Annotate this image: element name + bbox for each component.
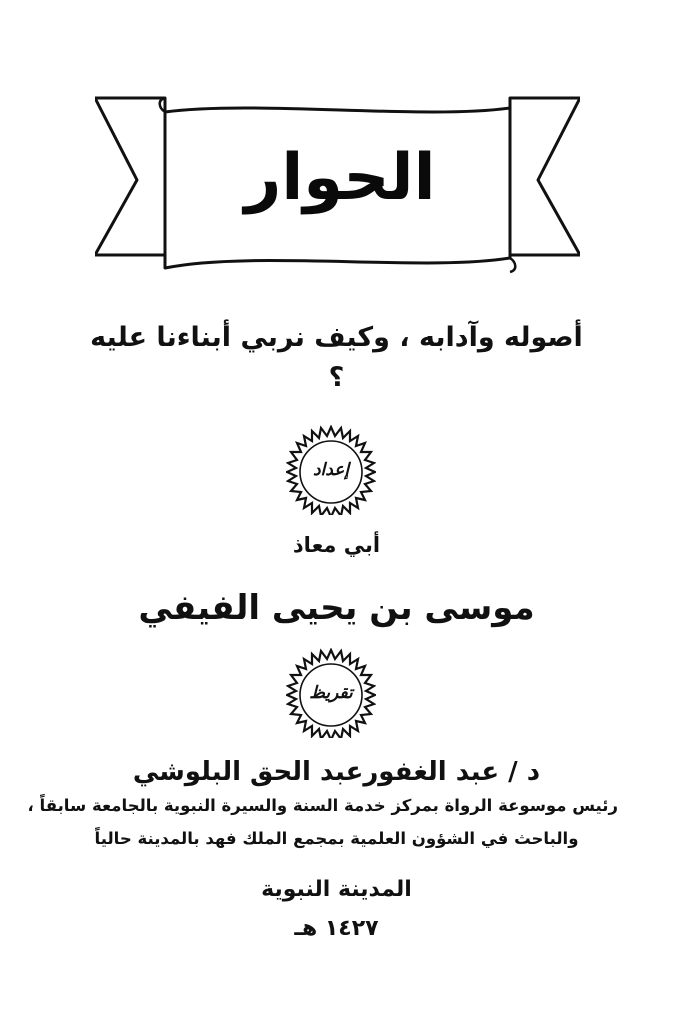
book-title: الحوار [244, 141, 436, 215]
foreword-label: تقريظ [309, 683, 353, 703]
prepared-by-label: إعداد [312, 460, 350, 480]
publication-date: ١٤٢٧ هـ [294, 916, 379, 941]
publication-place: المدينة النبوية [261, 877, 412, 902]
book-subtitle: أصوله وآدابه ، وكيف نربي أبناءنا عليه ؟ [90, 322, 583, 393]
author-kunya: أبي معاذ [292, 533, 381, 557]
foreword-seal [286, 648, 376, 738]
prepared-by-seal [286, 425, 376, 515]
author-name: موسى بن يحيى الفيفي [138, 588, 535, 628]
presenter-title-line-1: رئيس موسوعة الرواة بمركز خدمة السنة والسيرة النبوية بالجامعة سابقاً ، [27, 796, 618, 815]
presenter-title-line-2: والباحث في الشؤون العلمية بمجمع الملك فهد بالمدينة حالياً [94, 829, 579, 848]
presenter-name: د / عبد الغفورعبد الحق البلوشي [132, 757, 541, 787]
